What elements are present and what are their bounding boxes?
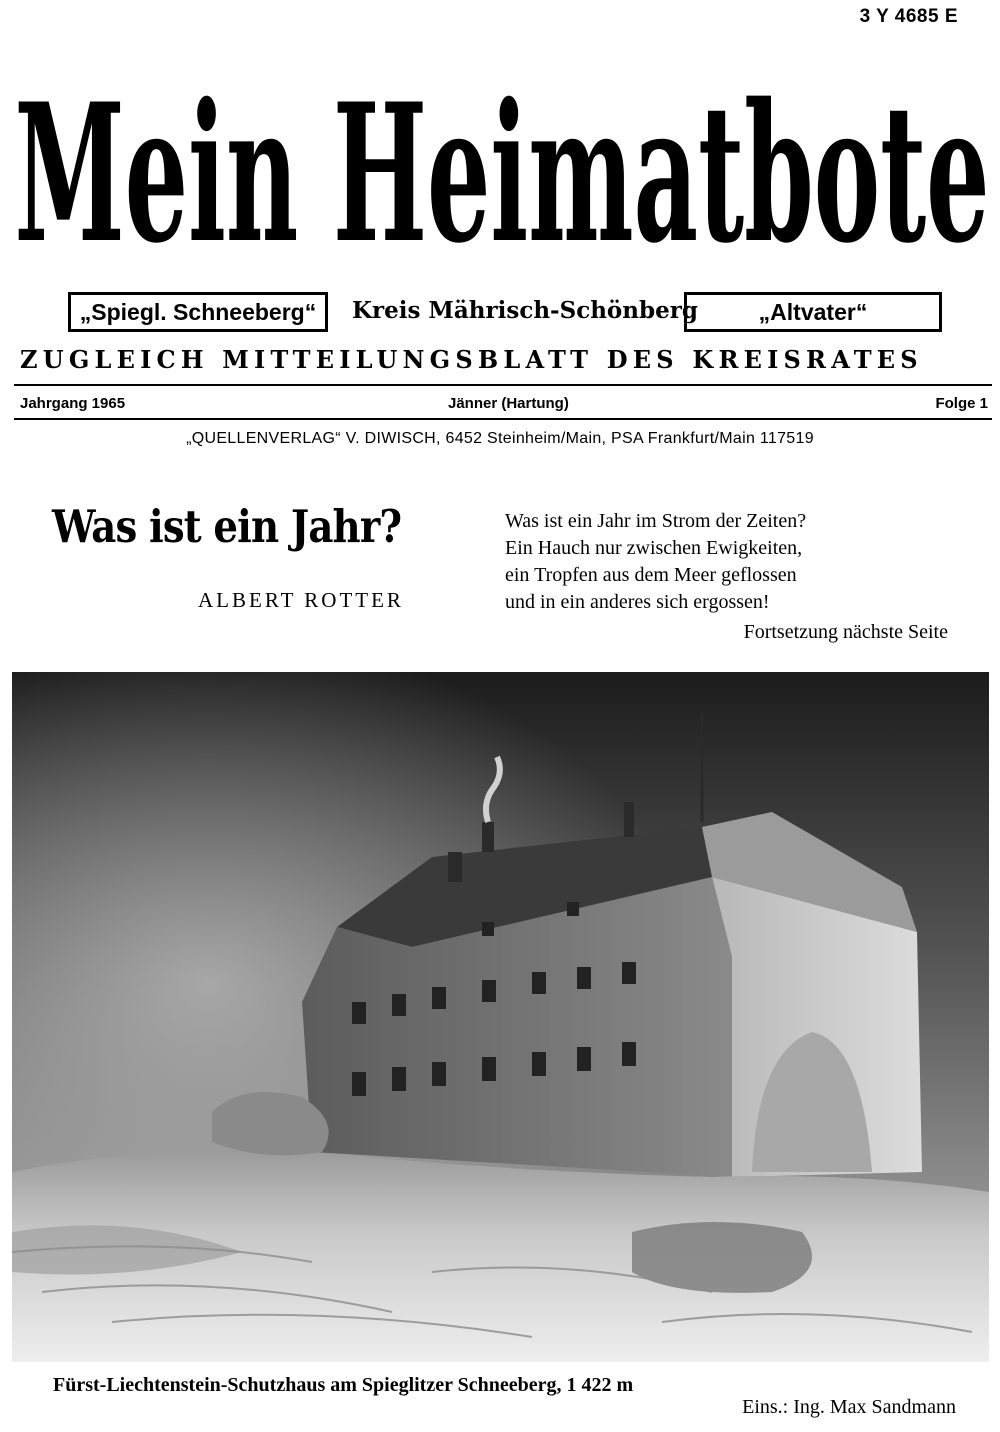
region-box-right [684, 292, 942, 332]
issue-code: 3 Y 4685 E [859, 6, 958, 27]
issue-number: Folge 1 [935, 395, 988, 412]
masthead-title [10, 55, 995, 290]
masthead-logo [10, 55, 995, 290]
photo-credit: Eins.: Ing. Max Sandmann [742, 1396, 956, 1418]
poem-line: Was ist ein Jahr im Strom der Zeiten? [505, 510, 807, 532]
masthead-text: Mein Heimatbote [14, 62, 990, 285]
region-box-left [68, 292, 328, 332]
poem-line: Ein Hauch nur zwischen Ewigkeiten, [505, 537, 803, 559]
issue-year: Jahrgang 1965 [20, 395, 126, 412]
district-label: Kreis Mährisch-Schönberg [352, 297, 698, 324]
photo-caption: Fürst-Liechtenstein-Schutzhaus am Spieglitzer Schneeberg, 1 422 m [53, 1374, 634, 1396]
issue-month: Jänner (Hartung) [448, 395, 569, 412]
region-left-label: „Spiegl. Schneeberg“ [79, 298, 317, 325]
divider-bottom [14, 418, 992, 420]
photo-illustration [12, 672, 989, 1362]
divider-top [14, 384, 992, 386]
poem-text [505, 508, 806, 616]
poem-author: ALBERT ROTTER [198, 588, 404, 612]
photo-snow-hut [12, 672, 989, 1362]
poem-line: und in ein anderes sich ergossen! [505, 591, 770, 613]
poem-title: Was ist ein Jahr? [52, 500, 402, 553]
publisher-line: „QUELLENVERLAG“ V. DIWISCH, 6452 Steinheim/Main, PSA Frankfurt/Main 117519 [186, 430, 814, 447]
region-right-label: „Altvater“ [758, 298, 868, 325]
subtitle: ZUGLEICH MITTEILUNGSBLATT DES KREISRATES [20, 345, 923, 374]
poem-line: ein Tropfen aus dem Meer geflossen [505, 564, 797, 586]
continuation-note: Fortsetzung nächste Seite [743, 621, 948, 643]
